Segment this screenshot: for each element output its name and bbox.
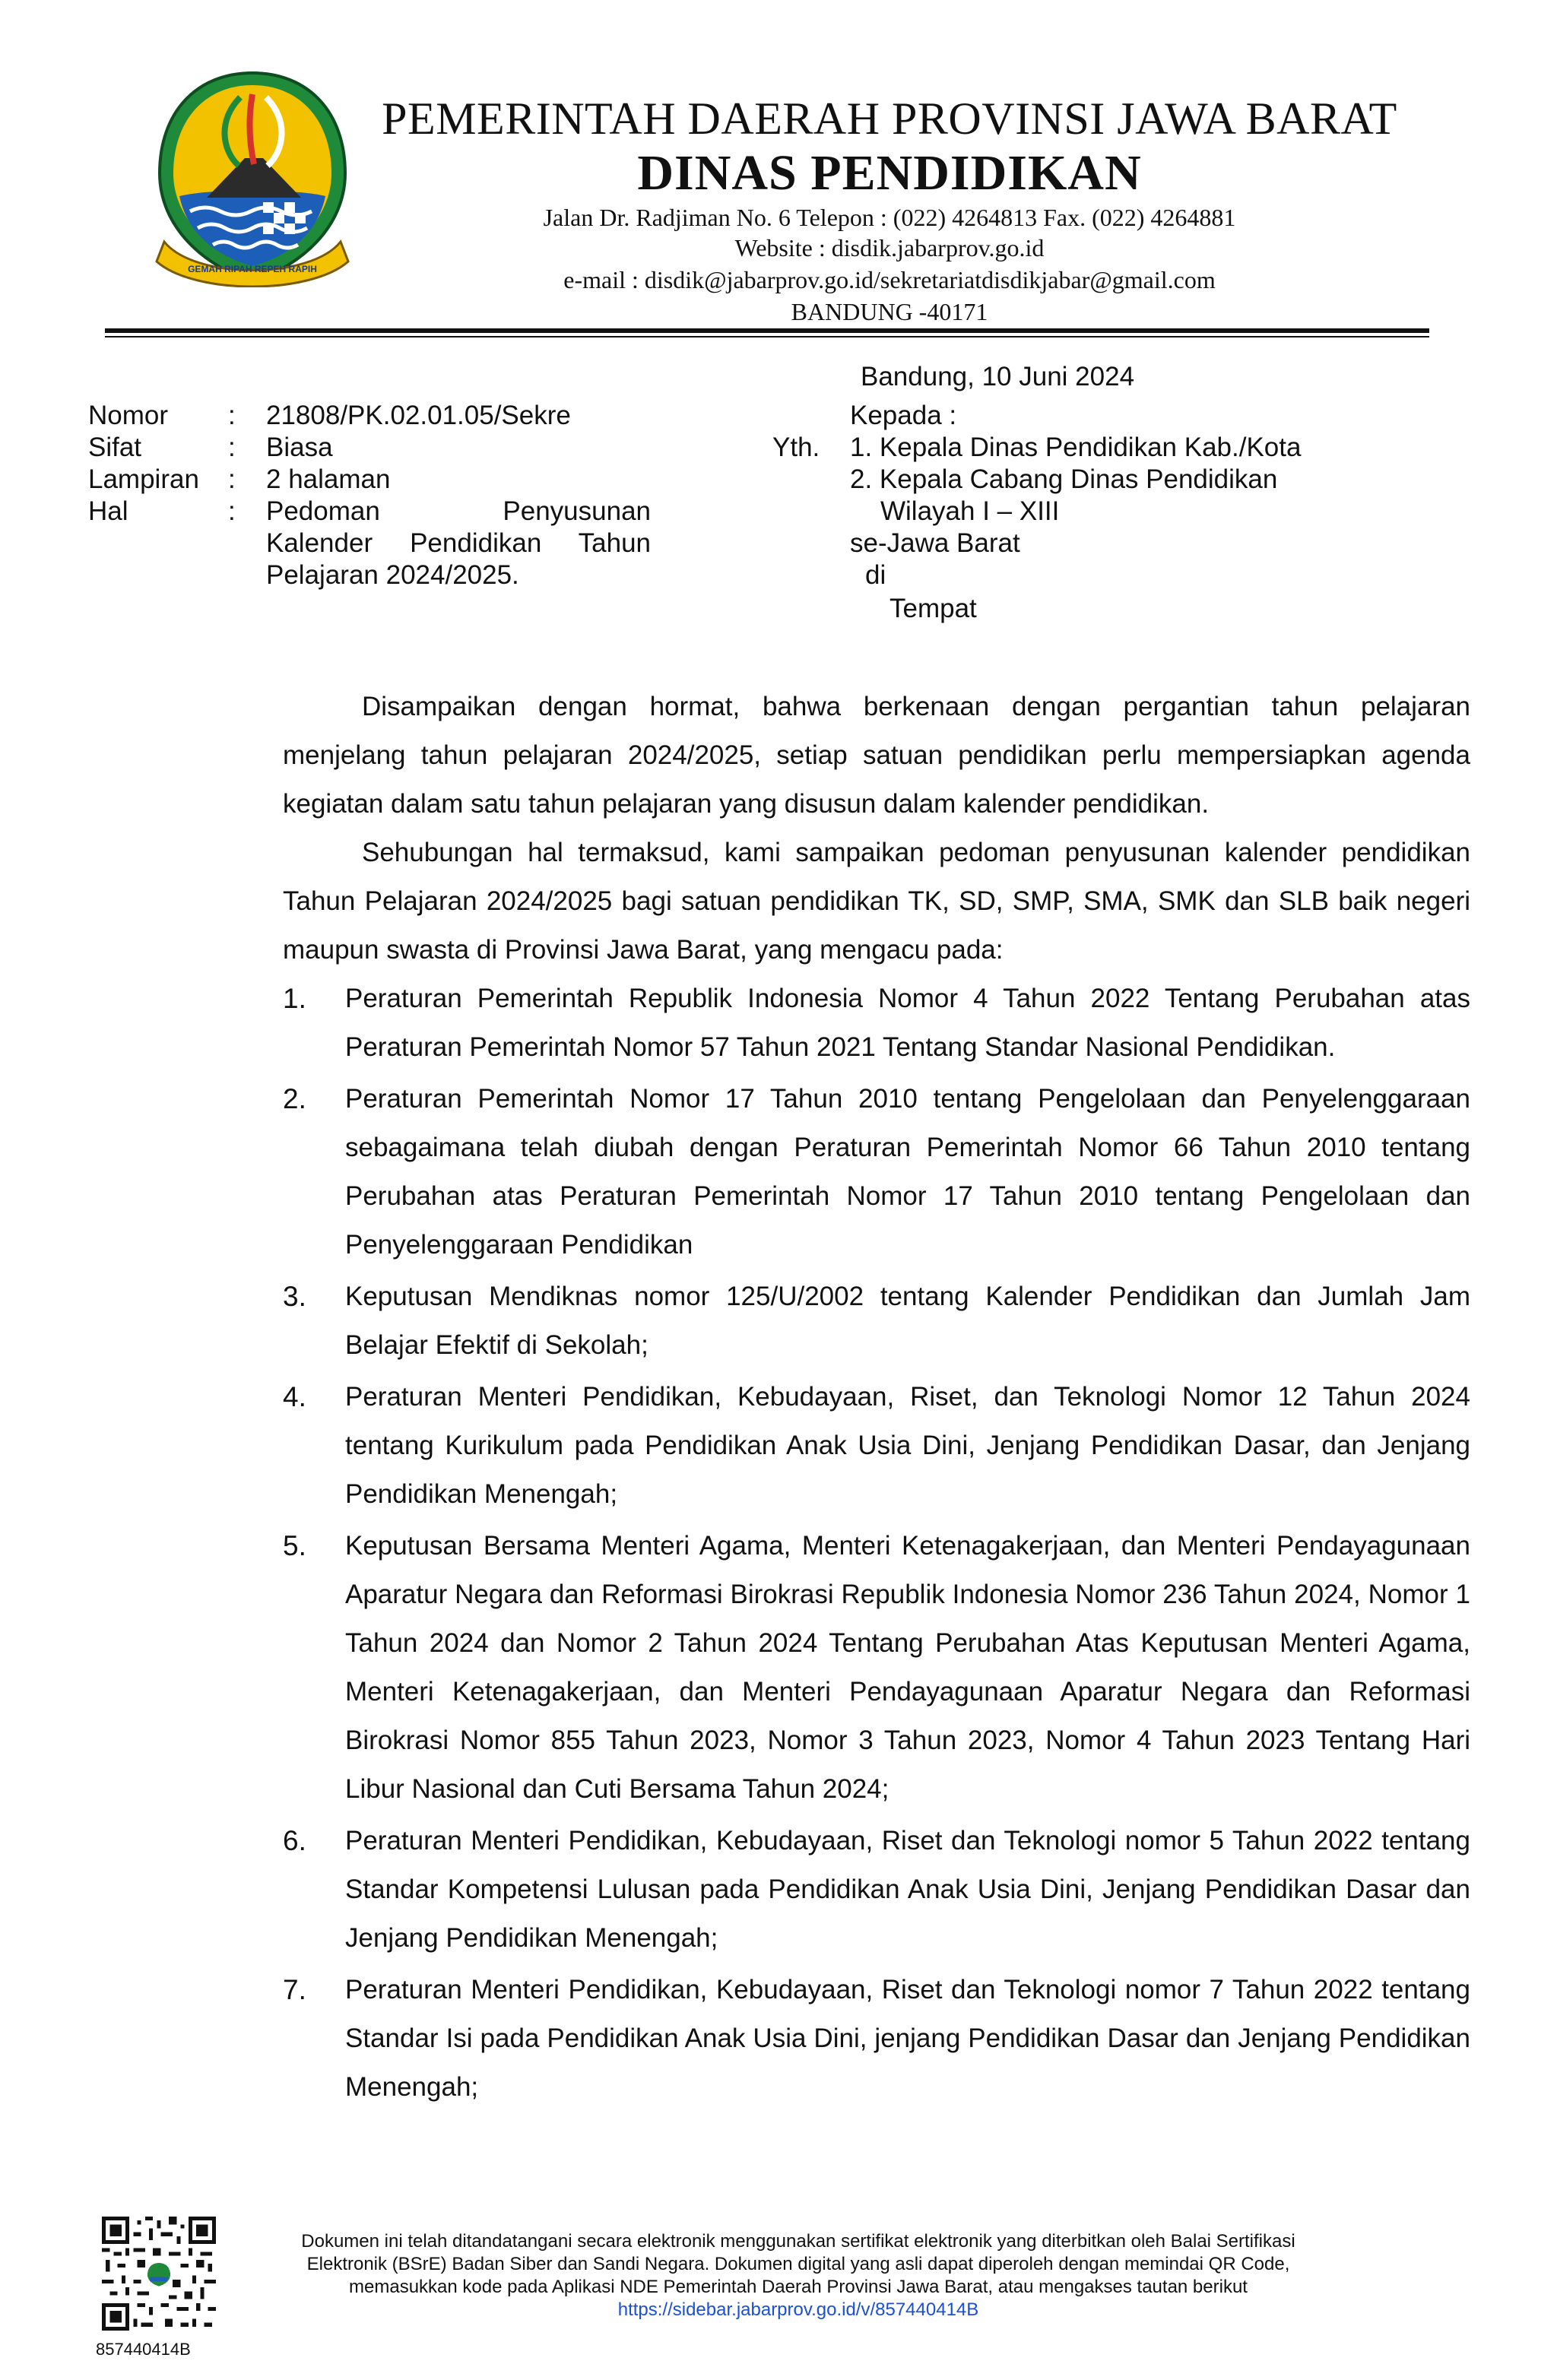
reference-item [283,1373,1470,1519]
reference-item [283,1522,1470,1814]
lampiran-colon: : [228,464,236,494]
notice-line: memasukkan kode pada Aplikasi NDE Pemerintah Daerah Provinsi Jawa Barat, atau mengakses tautan berikut [349,2277,1248,2297]
reference-text: Peraturan Pemerintah Republik Indonesia Nomor 4 Tahun 2022 Tentang Perubahan atas Peraturan Pemerintah Nomor 57 Tahun 2021 Tentang Standar Nasional Pendidikan. [345,984,1470,1062]
reference-text: Keputusan Mendiknas nomor 125/U/2002 tentang Kalender Pendidikan dan Jumlah Jam Belajar Efektif di Sekolah; [345,1282,1470,1360]
reference-item [283,975,1470,1072]
nomor-label: Nomor [88,401,169,430]
kepada-label: Kepada : [850,401,957,430]
recipient-line: 1. Kepala Dinas Pendidikan Kab./Kota [850,433,1302,462]
lampiran-label: Lampiran [88,464,199,494]
recipient-line: se-Jawa Barat [850,528,1020,558]
hal-label: Hal [88,496,128,526]
hal-colon: : [228,496,236,526]
reference-item [283,1966,1470,2112]
reference-text: Peraturan Menteri Pendidikan, Kebudayaan, Riset dan Teknologi nomor 5 Tahun 2022 tentang Standar Kompetensi Lulusan pada Pendidikan Anak Usia Dini, Jenjang Pendidikan Dasar dan Jenjang Pendidikan Menengah; [345,1826,1470,1953]
office-website: Website : disdik.jabarprov.go.id [734,234,1045,261]
sifat-value: Biasa [266,433,333,462]
hal-line: Pelajaran 2024/2025. [266,560,519,590]
body-paragraph: Disampaikan dengan hormat, bahwa berkenaan dengan pergantian tahun pelajaran menjelang tahun pelajaran 2024/2025, setiap satuan pendidikan perlu mempersiapkan agenda kegiatan dalam satu tahun pelajaran yang disusun dalam kalender pendidikan. [283,692,1470,819]
reference-number: 5. [283,1530,306,1561]
qr-code-id: 857440414B [96,2340,191,2359]
hal-line: Kalender Pendidikan Tahun [266,528,651,558]
reference-text: Peraturan Menteri Pendidikan, Kebudayaan, Riset, dan Teknologi Nomor 12 Tahun 2024 tentang Kurikulum pada Pendidikan Anak Usia Dini, Jenjang Pendidikan Dasar, dan Jenjang Pendidikan Menengah; [345,1382,1470,1509]
e-signature-notice [274,2230,1323,2321]
hal-subject [266,496,651,591]
body-paragraph: Sehubungan hal termaksud, kami sampaikan pedoman penyusunan kalender pendidikan Tahun Pelajaran 2024/2025 bagi satuan pendidikan TK, SD, SMP, SMA, SMK dan SLB baik negeri maupun swasta di Provinsi Jawa Barat, yang mengacu pada: [283,838,1470,965]
reference-number: 4. [283,1381,306,1412]
reference-text: Keputusan Bersama Menteri Agama, Menteri Ketenagakerjaan, dan Menteri Pendayagunaan Aparatur Negara dan Reformasi Birokrasi Republik Indonesia Nomor 236 Tahun 2024, Nomor 1 Tahun 2024 dan Nomor 2 Tahun 2024 Tentang Perubahan Atas Keputusan Menteri Agama, Menteri Ketenagakerjaan, dan Menteri Pendayagunaan Aparatur Negara dan Reformasi Birokrasi Nomor 855 Tahun 2023, Nomor 3 Tahun 2023, Nomor 4 Tahun 2023 Tentang Hari Libur Nasional dan Cuti Bersama Tahun 2024; [345,1531,1470,1804]
reference-number: 7. [283,1974,306,2005]
di-label: di [865,560,886,590]
hal-line: Pedoman Penyusunan [266,496,651,526]
recipient-line: Wilayah I – XIII [880,496,1060,526]
west-java-emblem-logo [149,67,356,287]
office-email: e-mail : disdik@jabarprov.go.id/sekretariatdisdikjabar@gmail.com [563,266,1216,293]
sifat-label: Sifat [88,433,142,462]
svg-text:GEMAH RIPAH REPEH RAPIH: GEMAH RIPAH REPEH RAPIH [188,264,317,274]
notice-line: Dokumen ini telah ditandatangani secara elektronik menggunakan sertifikat elektronik yang diterbitkan oleh Balai Sertifikasi [301,2231,1295,2252]
nomor-value: 21808/PK.02.01.05/Sekre [266,401,571,430]
yth-label: Yth. [772,433,820,462]
sifat-colon: : [228,433,236,462]
letterhead-divider-thick [105,328,1429,333]
recipient-line: 2. Kepala Cabang Dinas Pendidikan [850,464,1278,494]
reference-number: 2. [283,1083,306,1114]
letterhead-divider-thin [105,336,1429,338]
nomor-colon: : [228,401,236,430]
verification-link[interactable]: https://sidebar.jabarprov.go.id/v/857440414B [617,2299,979,2320]
reference-text: Peraturan Menteri Pendidikan, Kebudayaan, Riset dan Teknologi nomor 7 Tahun 2022 tentang Standar Isi pada Pendidikan Anak Usia Dini, jenjang Pendidikan Dasar dan Jenjang Pendidikan Menengah; [345,1975,1470,2102]
reference-number: 1. [283,983,306,1014]
reference-text: Peraturan Pemerintah Nomor 17 Tahun 2010 tentang Pengelolaan dan Penyelenggaraan sebagaimana telah diubah dengan Peraturan Pemerintah Nomor 66 Tahun 2010 tentang Perubahan atas Peraturan Pemerintah Nomor 17 Tahun 2010 tentang Pengelolaan dan Penyelenggaraan Pendidikan [345,1084,1470,1260]
letter-body [283,683,1470,2115]
reference-list [283,975,1470,2112]
reference-item [283,1272,1470,1370]
lampiran-value: 2 halaman [266,464,391,494]
reference-number: 3. [283,1281,306,1312]
letter-date: Bandung, 10 Juni 2024 [861,362,1135,391]
government-title: PEMERINTAH DAERAH PROVINSI JAWA BARAT [382,93,1397,144]
reference-item [283,1817,1470,1963]
reference-number: 6. [283,1825,306,1856]
reference-item [283,1075,1470,1269]
notice-line: Elektronik (BSrE) Badan Siber dan Sandi Negara. Dokumen digital yang asli dapat diperoleh dengan memindai QR Code, [306,2254,1290,2274]
verification-qr-code[interactable] [102,2217,216,2331]
office-address: Jalan Dr. Radjiman No. 6 Telepon : (022) 4264813 Fax. (022) 4264881 [543,204,1236,231]
office-city: BANDUNG -40171 [791,298,988,325]
tempat-label: Tempat [889,594,977,623]
department-title: DINAS PENDIDIKAN [637,145,1142,201]
